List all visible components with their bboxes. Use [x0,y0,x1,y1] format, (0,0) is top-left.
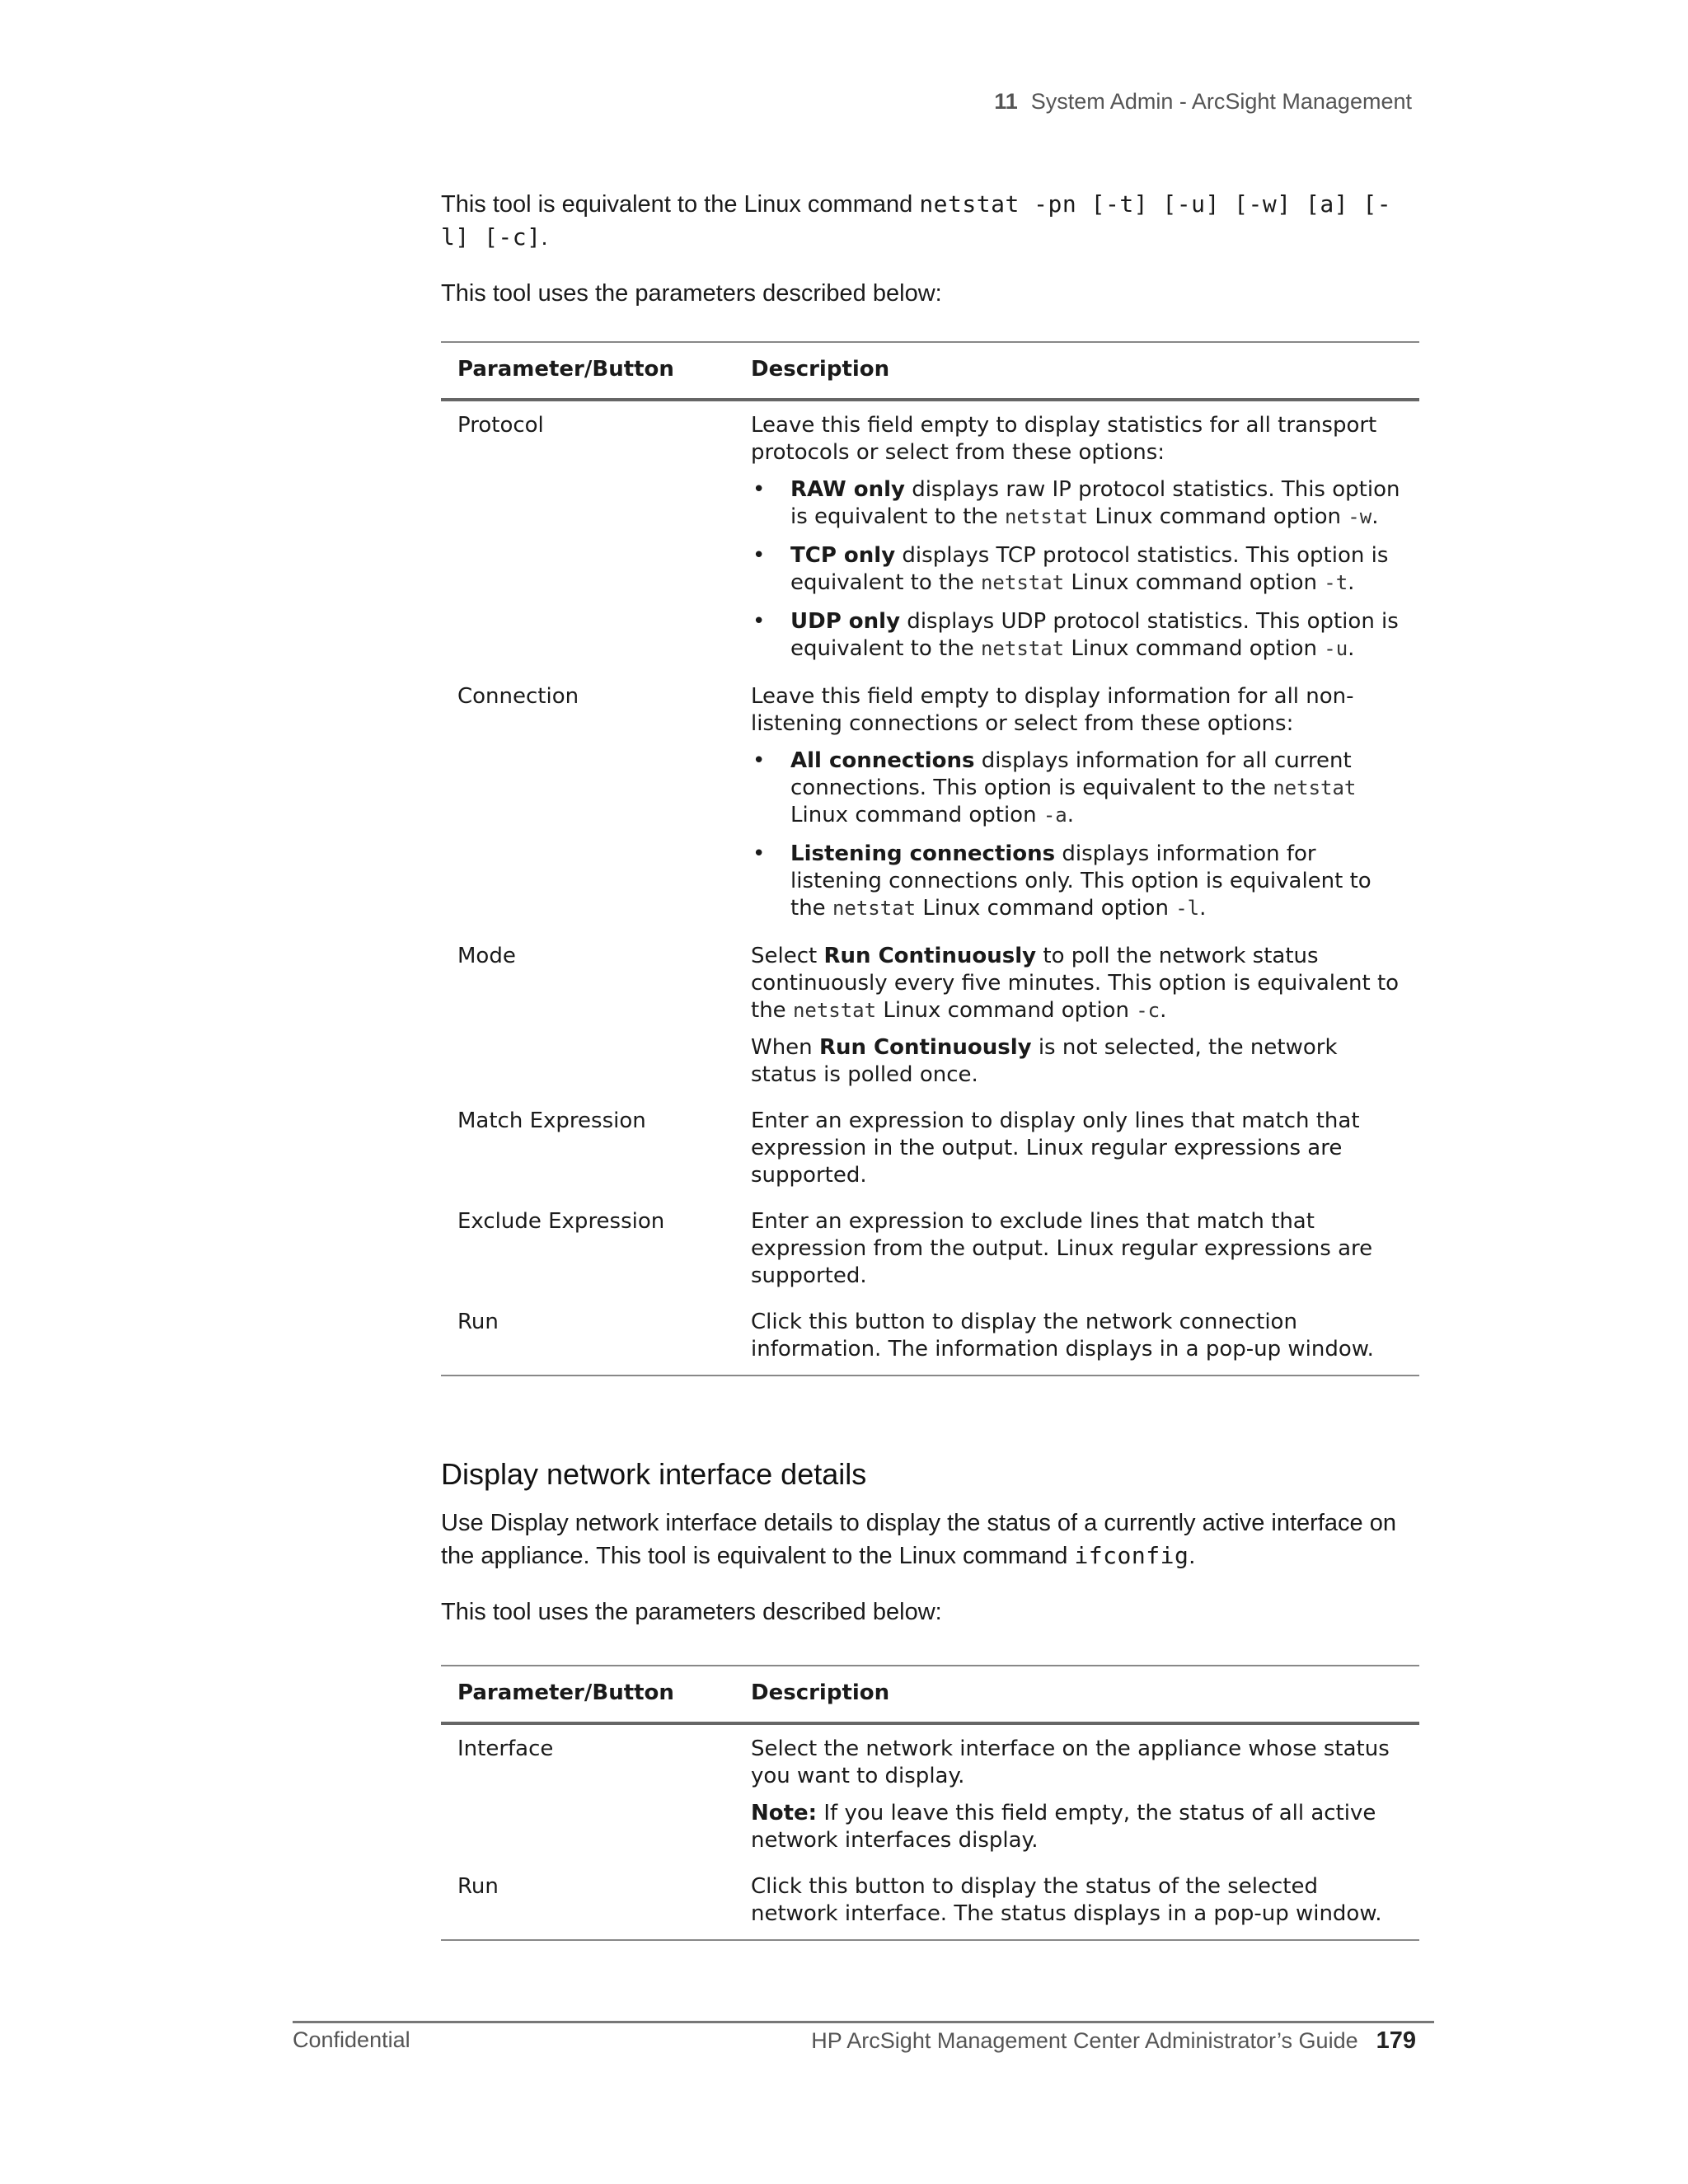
param-desc: Click this button to display the network connection information. The information displays in a pop-up window. [734,1298,1419,1376]
desc-paragraph: Select Run Continuously to poll the network status continuously every five minutes. This option is equivalent to the netstat Linux command option -c. [751,944,1400,1023]
param-desc [734,932,1419,1097]
footer-divider [293,2021,1434,2023]
chapter-title: System Admin - ArcSight Management [1030,89,1412,114]
param-name: Exclude Expression [457,1209,665,1234]
desc-intro: Leave this field empty to display statistics for all transport protocols or select from these options: [751,413,1377,465]
col-header-desc: Description [734,342,1419,400]
list-item: • RAW only displays raw IP protocol statistics. This option is equivalent to the netstat Linux command option -w. [751,476,1403,531]
desc-paragraph: When Run Continuously is not selected, the network status is polled once. [751,1035,1338,1087]
param-name: Mode [457,944,516,968]
netstat-params-table [441,341,1419,1376]
list-item: • UDP only displays UDP protocol statistics. This option is equivalent to the netstat Linux command option -u. [751,608,1403,663]
param-name: Run [441,1863,734,1940]
desc-paragraph: Select the network interface on the appliance whose status you want to display. [751,1736,1390,1788]
param-name: Run [441,1298,734,1376]
netstat-command: netstat -pn [-t] [-u] [-w] [a] [-l] [-c] [441,190,1392,251]
param-name: Protocol [457,413,544,438]
intro-end: . [541,224,548,251]
param-name: Match Expression [457,1108,646,1133]
ifconfig-params-table-wrap [441,1665,1419,1941]
section-heading: Display network interface details [441,1457,867,1491]
param-desc: Click this button to display the status of the selected network interface. The status displays in a pop-up window. [734,1863,1419,1940]
table-row [441,1723,1419,1863]
table-row [441,1097,1419,1197]
param-desc [734,673,1419,932]
footer-guide-title: HP ArcSight Management Center Administrator’s Guide [811,2028,1358,2053]
col-header-desc: Description [734,1666,1419,1723]
table-row [441,673,1419,932]
footer-confidential: Confidential [293,2027,410,2052]
table-row [441,1197,1419,1298]
list-item: • Listening connections displays information for listening connections only. This option is equivalent to the netstat Linux command option -l. [751,841,1403,922]
col-header-param: Parameter/Button [441,1666,734,1723]
section-paragraph: Use Display network interface details to display the status of a currently active interface on the appliance. This tool is equivalent to the Linux command ifconfig. [441,1510,1396,1569]
ifconfig-params-table [441,1665,1419,1941]
param-name: Interface [457,1736,554,1761]
params-intro-2: This tool uses the parameters described below: [441,1599,942,1625]
param-desc: Enter an expression to display only lines that match that expression in the output. Linux regular expressions are supported. [751,1108,1360,1188]
footer-title-block [811,2027,1416,2055]
intro-paragraph [441,188,1419,254]
col-header-param: Parameter/Button [441,342,734,400]
param-name: Connection [457,684,579,709]
params-intro-1: This tool uses the parameters described below: [441,280,942,307]
list-item: • All connections displays information for all current connections. This option is equivalent to the netstat Linux command option -a. [751,748,1403,829]
table-row [441,932,1419,1097]
running-header [994,89,1412,115]
param-desc [734,1723,1419,1863]
table-row [441,400,1419,673]
desc-intro: Leave this field empty to display information for all non-listening connections or select from these options: [751,684,1354,736]
param-desc: Enter an expression to exclude lines that match that expression from the output. Linux regular expressions are supported. [751,1209,1373,1288]
section-interface-details [441,1457,1419,1629]
param-desc [734,400,1419,673]
option-list [751,476,1403,663]
option-list [751,748,1403,922]
intro-text: This tool is equivalent to the Linux command [441,191,920,218]
ifconfig-command: ifconfig [1074,1542,1189,1569]
chapter-number: 11 [994,89,1018,114]
intro-block [441,188,1419,310]
list-item: • TCP only displays TCP protocol statistics. This option is equivalent to the netstat Linux command option -t. [751,542,1403,597]
page-number: 179 [1376,2027,1416,2054]
note-paragraph: Note: If you leave this field empty, the status of all active network interfaces display. [751,1801,1376,1853]
table-row [441,1298,1419,1376]
netstat-params-table-wrap [441,341,1419,1376]
table-row [441,1863,1419,1940]
